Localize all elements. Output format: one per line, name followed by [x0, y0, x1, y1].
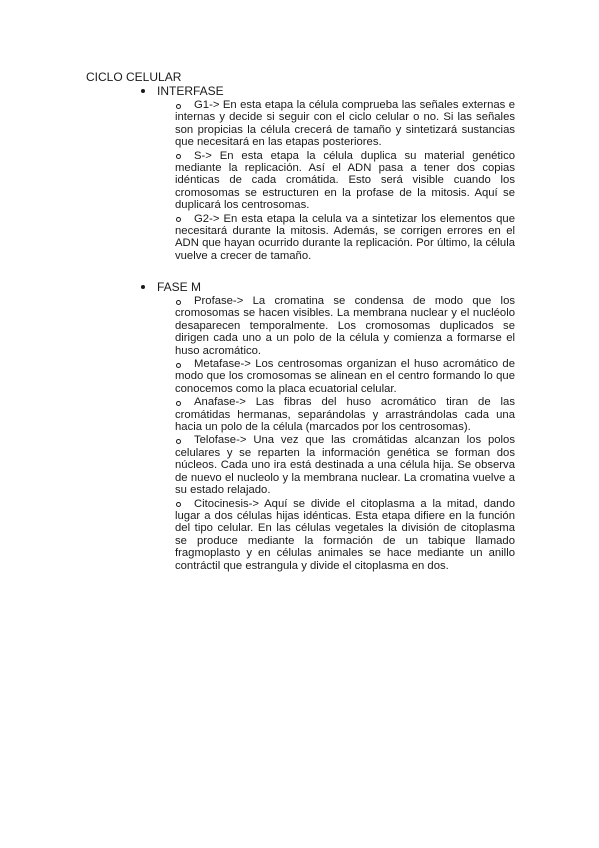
bullet-icon: [141, 89, 145, 93]
list-item-text: G2-> En esta etapa la celula va a sintetizar los elementos que necesitará durante la mitosis. Además, se corrigen errores en el ADN que hayan ocurrido durante la replicación. Por último, la célula vuelve a crecer de tamaño.: [175, 212, 515, 262]
list-item-text: Citocinesis-> Aquí se divide el citoplasma a la mitad, dando lugar a dos células hijas idénticas. Esta etapa difiere en la función del tipo celular. En las células vegetales la división de citoplasma se produce mediante la formación de un tabique llamado fragmoplasto y en células animales se hace mediante un anillo contráctil que estrangula y divide el citoplasma en dos.: [175, 497, 515, 572]
list-item: [175, 213, 515, 263]
list-item-text: Anafase-> Las fibras del huso acromático tiran de las cromátidas hermanas, separándolas y arrastrándolas cada una hacia un polo de la célula (marcados por los centrosomas).: [175, 396, 515, 434]
list-item-text: Telofase-> Una vez que las cromátidas alcanzan los polos celulares y se reparten la información genética se forman dos núcleos. Cada uno ira está destinada a una célula hija. Se observa de nuevo el nucleolo y la membrana nuclear. La cromatina vuelve a su estado relajado.: [175, 434, 515, 497]
document-title: CICLO CELULAR: [86, 70, 182, 84]
list-item: [175, 434, 515, 496]
list-item-text: S-> En esta etapa la célula duplica su material genético mediante la replicación. Así el ADN pasa a tener dos copias idénticas de cada cromátida. Esto será visible cuando los cromosomas se estructuren en la profase de la mitosis. Aquí se duplicará los centrosomas.: [175, 149, 515, 212]
section-heading-text: FASE M: [157, 280, 202, 294]
section-fase-m: [140, 281, 520, 572]
list-item: [175, 498, 515, 572]
section-heading: [140, 281, 520, 294]
bullet-icon: [141, 285, 145, 289]
list-item-text: G1-> En esta etapa la célula comprueba las señales externas e internas y decide si seguir con el ciclo celular o no. Si las señales son propicias la célula crecerá de tamaño y sintetizará sustancias que necesitará en las etapas posteriores.: [175, 99, 515, 149]
section-heading: [140, 85, 520, 98]
list-item: [175, 150, 515, 212]
list-item: [175, 358, 515, 395]
circle-bullet-icon: [176, 154, 181, 159]
sub-list: [140, 99, 520, 262]
circle-bullet-icon: [176, 439, 181, 444]
list-item: [175, 99, 515, 149]
list-item-text: Profase-> La cromatina se condensa de modo que los cromosomas se hacen visibles. La membrana nuclear y el nucléolo desaparecen temporalmente. Los cromosomas duplicados se dirigen cada uno a un polo de la célula y comienza a formarse el huso acromático.: [175, 295, 515, 357]
list-item: [175, 295, 515, 357]
section-heading-text: INTERFASE: [157, 84, 224, 98]
list-item-text: Metafase-> Los centrosomas organizan el huso acromático de modo que los cromosomas se alinean en el centro formando lo que conocemos como la placa ecuatorial celular.: [175, 358, 515, 395]
circle-bullet-icon: [176, 502, 181, 507]
circle-bullet-icon: [176, 300, 181, 305]
circle-bullet-icon: [176, 401, 181, 406]
list-item: [175, 396, 515, 433]
circle-bullet-icon: [176, 363, 181, 368]
circle-bullet-icon: [176, 217, 181, 222]
circle-bullet-icon: [176, 104, 181, 109]
sub-list: [140, 295, 520, 572]
section-interfase: [140, 85, 520, 262]
